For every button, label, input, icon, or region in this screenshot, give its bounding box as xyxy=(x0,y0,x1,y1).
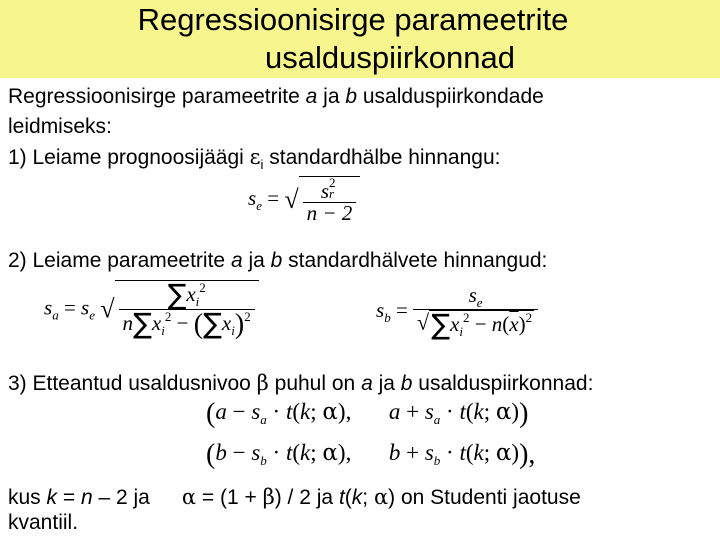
step1-text: 1) Leiame prognoosijäägi $\varepsilon_i$ standardhälbe hinnangu: xyxy=(8,145,501,172)
formula-sa: $s_a = s_e$ √ $\frac{\sum x_i^2}{n\sum x_i^2 - (\sum x_i)^2}$ xyxy=(44,280,259,339)
intro-line2: leidmiseks: xyxy=(8,115,112,138)
intro-line1: Regressioonisirge parameetrite a ja b usalduspiirkondade xyxy=(8,85,544,108)
formula-sb: $s_b$ = $\frac{s_e}{√\sum x_i^2 - n(\overline{x})^2}$ xyxy=(376,285,538,339)
formula-se: $s_e$ = √ s 2 r n − 2 xyxy=(248,176,360,224)
slide-title-line1: Regressioonisirge parameetrite xyxy=(137,2,569,37)
slide-title-line2: usalduspiirkonnad xyxy=(265,40,515,75)
footer-line1: kus k = n – 2 ja α = (1 + β) / 2 ja t(k; α) on Studenti jaotuse xyxy=(8,485,581,509)
ci-a: ($a - s_a \cdot t(k$; α), $a + s_a \cdot t(k$; α)) xyxy=(206,398,529,429)
step2-text: 2) Leiame parameetrite a ja b standardhälvete hinnangud: xyxy=(8,249,548,272)
footer-line2: kvantiil. xyxy=(8,511,79,534)
ci-b: ($b - s_b \cdot t(k$; α), $b + s_b \cdot t(k$; α)), xyxy=(206,439,536,470)
step3-text: 3) Etteantud usaldusnivoo β puhul on a ja b usalduspiirkonnad: xyxy=(8,371,594,395)
